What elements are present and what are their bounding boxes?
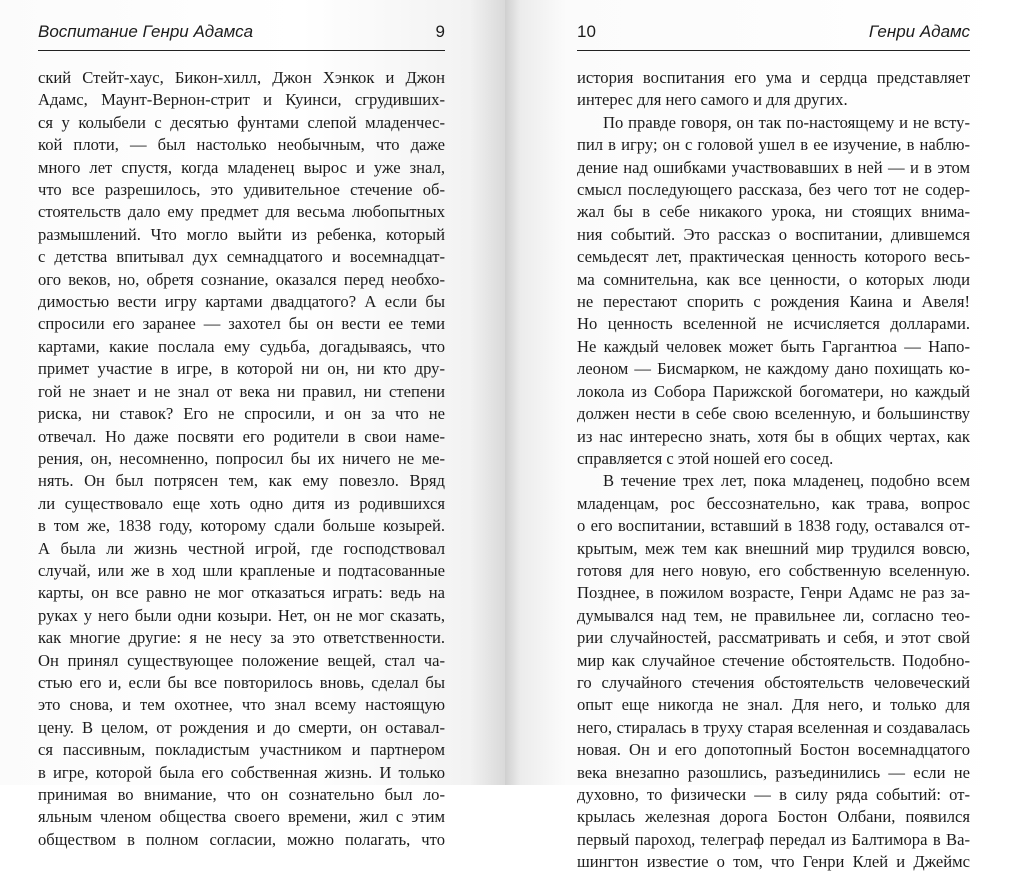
text-line: с детства впитывал дух семнадцатого и восемнадцат- [38, 247, 445, 267]
text-line: рии случайностей, рассматривать и себя, и этот свой [577, 628, 970, 648]
body-text [577, 67, 970, 874]
text-line: в том же, 1838 году, которому сдали больше козырей. [38, 516, 445, 536]
text-line: смысл последующего рассказа, без чего тот не содер- [577, 180, 970, 200]
text-line: леоном — Бисмарком, не каждому дано похищать ко- [577, 359, 970, 379]
text-line: новая. Он и его допотопный Бостон восемнадцатого [577, 740, 970, 760]
text-line: в игре, которой была его собственная жизнь. И только [38, 762, 445, 782]
text-line: принимая во внимание, что он сознательно был ло- [38, 785, 445, 804]
text-line: младенцам, рос бессознательно, как трава, вопрос [577, 493, 970, 513]
text-line: как многие другие: я не несу за это ответственности. [38, 628, 445, 648]
text-line: кой плоти, — был настолько необычным, что даже [38, 135, 445, 155]
text-line: справляется с этой ношей его сосед. [577, 448, 834, 468]
text-line: локола из Собора Парижской богоматери, но каждый [577, 381, 970, 401]
text-line: опыт еще никогда не знал. Для него, и только для [577, 695, 970, 715]
text-line: цену. В целом, от рождения и до смерти, он оставал- [38, 717, 445, 737]
text-line: димостью вести игру картами двадцатого? А если бы [38, 292, 445, 312]
text-line: го случайного стечения обстоятельств человеческий [577, 672, 970, 692]
text-line: ский Стейт-хаус, Бикон-хилл, Джон Хэнкок и Джон [38, 68, 445, 87]
text-line: ся у колыбели с десятью фунтами слепой младенчес- [38, 112, 445, 132]
text-line: карты, он все равно не мог отказаться играть: ведь на [38, 583, 445, 603]
text-line: рения, он, несомненно, попросил бы их ничего не ме- [38, 448, 445, 468]
left-page [0, 0, 505, 849]
text-line: о его воспитании, вставший в 1838 году, оставался от- [577, 516, 970, 536]
text-line: века внезапно разошлись, разъединились — если не [577, 762, 970, 782]
text-line: обществом в полном согласии, можно полагать, что [38, 829, 445, 849]
text-line: стью его и, если бы все повторилось вновь, сделал бы [38, 672, 445, 692]
running-title: Генри Адамс [868, 22, 970, 41]
text-line: много лет спустя, когда младенец вырос и уже знал, [38, 157, 445, 177]
text-line: ся пассивным, покладистым участником и партнером [38, 740, 445, 760]
text-line: должен нести в себе свою вселенную, и большинству [577, 404, 970, 424]
text-line: примет участие в игре, в которой ни он, ни кто дру- [38, 359, 445, 379]
text-line: яльным членом общества своего времени, жил с этим [38, 807, 445, 827]
text-line: крытым, меж тем как внешний мир трудился вовсю, [577, 538, 970, 558]
text-line: Адамс, Маунт-Вернон-стрит и Куинси, сгрудивших- [38, 90, 445, 110]
text-line: не перестают спорить с рождения Каина и Авеля! [577, 292, 970, 312]
text-line: случай, или же в ход шли крапленые и подтасованные [38, 560, 445, 580]
text-line: него, стиралась в труху старая вселенная и создавалась [577, 717, 970, 737]
running-head [38, 22, 445, 51]
text-line: размышлений. Что могло выйти из ребенка, который [38, 224, 445, 244]
text-line: дение над ошибками участвовавших в ней — и в этом [577, 157, 970, 177]
text-line: думывался над тем, не правильнее ли, согласно тео- [577, 605, 970, 625]
right-page [505, 0, 1014, 872]
text-line: Он принял существующее положение вещей, стал ча- [38, 650, 445, 670]
text-line: ли существовало еще хоть одно дитя из родившихся [38, 493, 445, 513]
text-line: отвечал. Но даже посвяти его родители в свои наме- [38, 426, 445, 446]
page-number: 9 [435, 22, 445, 41]
text-line: гой не знает и не знал от века ни правил, ни степени [38, 381, 445, 401]
text-line: ого веков, но, обретя сознание, оказался перед необхо- [38, 269, 445, 289]
text-line: из нас интересно знать, хотя бы в общих чертах, как [577, 426, 970, 446]
text-line: семьдесят лет, практическая ценность которого весь- [577, 247, 970, 267]
text-line: пил в игру; он с головой ушел в ее изучение, в наблю- [577, 135, 970, 155]
text-line: ма сомнительна, как все ценности, о которых люди [577, 269, 970, 289]
text-line: риска, ни ставок? Его не спросили, и он за что не [38, 404, 445, 424]
text-line: шингтон известие о том, что Генри Клей и Джеймс [577, 852, 970, 872]
running-head [577, 22, 970, 51]
text-line: стоятельств дало ему предмет для весьма любопытных [38, 202, 445, 222]
page-number: 10 [577, 22, 596, 41]
text-line: первый пароход, телеграф передал из Балтимора в Ва- [577, 829, 970, 849]
text-line: Но ценность вселенной не исчисляется долларами. [577, 314, 970, 334]
text-line: история воспитания его ума и сердца представляет [577, 68, 970, 87]
text-line: руках у него были одни козыри. Нет, он не мог сказать, [38, 605, 445, 625]
text-line: духовно, то физически — в силу ряда событий: от- [577, 785, 970, 804]
text-line: интерес для него самого и для других. [577, 90, 848, 110]
text-line: ния событий. Это рассказ о воспитании, длившемся [577, 224, 970, 244]
running-title: Воспитание Генри Адамса [38, 22, 254, 41]
text-line: картами, какие послала ему судьба, догадываясь, что [38, 336, 445, 356]
text-line: Позднее, в пожилом возрасте, Генри Адамс не раз за- [577, 583, 970, 603]
text-line: готовя для него новую, его собственную вселенную. [577, 560, 970, 580]
text-line: По правде говоря, он так по-настоящему и не всту- [603, 112, 970, 132]
body-text [38, 67, 445, 851]
text-line: А была ли жизнь честной игрой, где господствовал [38, 538, 445, 558]
text-line: нять. Он был потрясен тем, как ему повезло. Вряд [38, 471, 445, 491]
text-line: что все разрешилось, это удивительное стечение об- [38, 180, 445, 200]
text-line: В течение трех лет, пока младенец, подобно всем [603, 471, 970, 491]
text-line: мир как случайное стечение обстоятельств. Подобно- [577, 650, 970, 670]
text-line: это снова, и тем охотнее, что знал всему настоящую [38, 695, 445, 715]
text-line: Не каждый человек может быть Гаргантюа — Напо- [577, 336, 970, 356]
text-line: крылась железная дорога Бостон Олбани, появился [577, 807, 970, 827]
text-line: спросили его заранее — захотел бы он вести ее теми [38, 314, 445, 334]
text-line: жал бы в себе никакого урока, ни стоящих внима- [577, 202, 970, 222]
